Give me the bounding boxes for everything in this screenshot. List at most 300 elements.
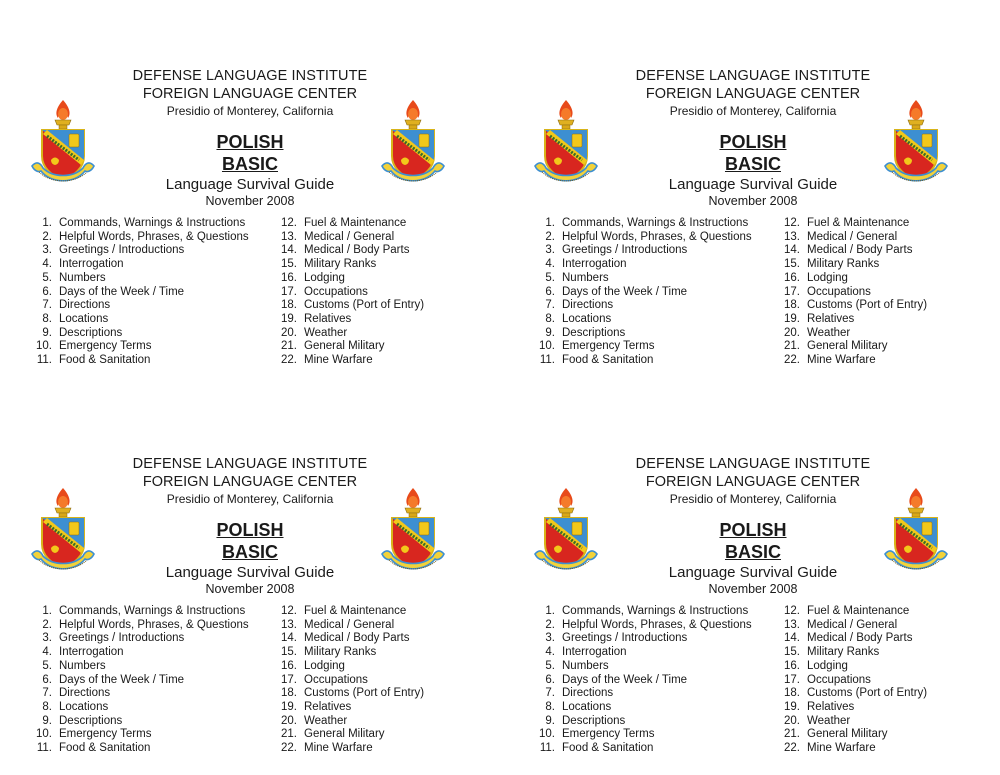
toc-item-title: Relatives bbox=[807, 700, 855, 713]
guide-cover-card-top-right bbox=[523, 62, 983, 382]
toc-item-number: 8. bbox=[545, 312, 555, 325]
toc-item-number: 15. bbox=[784, 258, 800, 271]
toc-item bbox=[277, 244, 424, 258]
toc-item-title: Directions bbox=[59, 687, 111, 700]
toc-item-title: Medical / General bbox=[304, 230, 395, 243]
toc-item bbox=[780, 354, 927, 368]
toc-item-title: Locations bbox=[562, 700, 612, 713]
toc-item-title: Greetings / Introductions bbox=[59, 632, 185, 645]
guide-title: Language Survival Guide bbox=[165, 564, 335, 581]
toc-item bbox=[30, 687, 249, 701]
toc-item bbox=[30, 244, 249, 258]
toc-item-title: Medical / Body Parts bbox=[807, 244, 913, 257]
toc-item-title: Relatives bbox=[807, 312, 855, 325]
toc-item-title: Medical / Body Parts bbox=[304, 632, 410, 645]
toc-item-number: 11. bbox=[539, 354, 555, 367]
toc-item bbox=[533, 244, 752, 258]
toc-right-column bbox=[780, 217, 927, 368]
toc-item bbox=[533, 286, 752, 300]
dli-crest-icon bbox=[379, 98, 447, 192]
toc-item-title: General Military bbox=[304, 340, 385, 353]
toc-item-number: 15. bbox=[281, 646, 297, 659]
toc-item-number: 14. bbox=[281, 632, 297, 645]
toc-item-title: Locations bbox=[562, 312, 612, 325]
toc-item bbox=[30, 340, 249, 354]
toc-item bbox=[533, 632, 752, 646]
toc-item bbox=[780, 687, 927, 701]
toc-item-number: 8. bbox=[42, 312, 52, 325]
toc-item-title: Lodging bbox=[304, 271, 345, 284]
publication-date: November 2008 bbox=[708, 582, 798, 596]
toc-item-number: 4. bbox=[545, 258, 555, 271]
toc-item bbox=[30, 715, 249, 729]
toc-item-title: Customs (Port of Entry) bbox=[807, 687, 928, 700]
toc-item-number: 9. bbox=[42, 714, 52, 727]
toc-left-column bbox=[533, 605, 752, 756]
toc-item-number: 16. bbox=[281, 659, 297, 672]
publication-date: November 2008 bbox=[205, 582, 295, 596]
toc-item-number: 8. bbox=[42, 700, 52, 713]
toc-item-title: Numbers bbox=[59, 659, 106, 672]
level-title: BASIC bbox=[221, 154, 278, 174]
toc-item-title: Helpful Words, Phrases, & Questions bbox=[59, 618, 249, 631]
toc-item-title: Food & Sanitation bbox=[59, 354, 151, 367]
center-name: FOREIGN LANGUAGE CENTER bbox=[142, 86, 358, 102]
toc-item-number: 6. bbox=[545, 285, 555, 298]
toc-item bbox=[780, 313, 927, 327]
toc-item bbox=[30, 272, 249, 286]
toc-item bbox=[30, 217, 249, 231]
toc-item-title: Mine Warfare bbox=[807, 742, 876, 755]
toc-item-title: Relatives bbox=[304, 312, 352, 325]
toc-item bbox=[533, 687, 752, 701]
toc-item bbox=[277, 674, 424, 688]
toc-item bbox=[277, 728, 424, 742]
toc-item-title: Lodging bbox=[807, 659, 848, 672]
toc-item-number: 21. bbox=[281, 728, 297, 741]
toc-item bbox=[277, 231, 424, 245]
language-title: POLISH bbox=[216, 132, 284, 152]
toc-item-title: Fuel & Maintenance bbox=[304, 217, 407, 229]
toc-item-number: 4. bbox=[545, 646, 555, 659]
toc-item-number: 12. bbox=[784, 217, 800, 229]
toc-item-number: 12. bbox=[281, 217, 297, 229]
toc-item bbox=[30, 327, 249, 341]
toc-item-number: 20. bbox=[784, 326, 800, 339]
toc-item bbox=[780, 299, 927, 313]
toc-item-number: 13. bbox=[281, 230, 297, 243]
toc-item bbox=[30, 632, 249, 646]
toc-item-number: 18. bbox=[784, 299, 800, 312]
toc-item-title: Mine Warfare bbox=[304, 354, 373, 367]
toc-item bbox=[277, 687, 424, 701]
toc-item-title: Food & Sanitation bbox=[562, 354, 654, 367]
toc-item bbox=[277, 701, 424, 715]
toc-item-title: Emergency Terms bbox=[562, 340, 655, 353]
toc-item-title: Commands, Warnings & Instructions bbox=[562, 217, 749, 229]
toc-item-number: 20. bbox=[281, 326, 297, 339]
toc-item-number: 1. bbox=[42, 217, 52, 229]
toc-item-number: 10. bbox=[539, 340, 555, 353]
location: Presidio of Monterey, California bbox=[166, 104, 334, 118]
dli-crest-icon bbox=[882, 486, 950, 580]
toc-item bbox=[780, 327, 927, 341]
toc-item-number: 4. bbox=[42, 258, 52, 271]
toc-item-number: 5. bbox=[42, 659, 52, 672]
center-name: FOREIGN LANGUAGE CENTER bbox=[645, 474, 861, 490]
toc-item bbox=[780, 660, 927, 674]
toc-item-number: 18. bbox=[281, 299, 297, 312]
toc-item-number: 1. bbox=[42, 605, 52, 617]
toc-item-number: 7. bbox=[545, 299, 555, 312]
institute-name: DEFENSE LANGUAGE INSTITUTE bbox=[635, 68, 871, 84]
toc-item bbox=[277, 313, 424, 327]
toc-item-title: Fuel & Maintenance bbox=[304, 605, 407, 617]
toc-item-title: Food & Sanitation bbox=[59, 742, 151, 755]
toc-item bbox=[277, 299, 424, 313]
toc-item bbox=[533, 660, 752, 674]
toc-item-title: Weather bbox=[304, 714, 348, 727]
toc-item bbox=[277, 217, 424, 231]
dli-crest-icon bbox=[29, 486, 97, 580]
toc-item-number: 13. bbox=[281, 618, 297, 631]
toc-item-number: 15. bbox=[281, 258, 297, 271]
toc-item-number: 2. bbox=[42, 230, 52, 243]
toc-item bbox=[277, 605, 424, 619]
toc-item-number: 7. bbox=[42, 299, 52, 312]
toc-item-title: Directions bbox=[562, 299, 614, 312]
toc-item bbox=[277, 646, 424, 660]
guide-cover-card-top-left bbox=[20, 62, 480, 382]
toc-item bbox=[277, 632, 424, 646]
toc-item bbox=[780, 728, 927, 742]
toc-item-number: 6. bbox=[42, 673, 52, 686]
toc-item-number: 10. bbox=[36, 728, 52, 741]
toc-item-number: 15. bbox=[784, 646, 800, 659]
toc-item-title: Locations bbox=[59, 700, 109, 713]
toc-item-number: 14. bbox=[784, 632, 800, 645]
toc-item bbox=[780, 340, 927, 354]
toc-item-number: 1. bbox=[545, 217, 555, 229]
guide-cover-card-bottom-left bbox=[20, 450, 480, 770]
toc-item-title: Relatives bbox=[304, 700, 352, 713]
toc-item-number: 7. bbox=[42, 687, 52, 700]
toc-item bbox=[533, 231, 752, 245]
toc-item bbox=[277, 258, 424, 272]
guide-title: Language Survival Guide bbox=[668, 176, 838, 193]
toc-item-title: Interrogation bbox=[562, 646, 627, 659]
toc-item-title: Locations bbox=[59, 312, 109, 325]
toc-item-title: Medical / General bbox=[304, 618, 395, 631]
toc-item bbox=[533, 313, 752, 327]
toc-item-title: Days of the Week / Time bbox=[562, 673, 688, 686]
toc-item-number: 19. bbox=[784, 700, 800, 713]
toc-item-title: Occupations bbox=[807, 285, 871, 298]
toc-item-title: Customs (Port of Entry) bbox=[304, 687, 425, 700]
toc-item-title: Military Ranks bbox=[304, 258, 377, 271]
toc-item bbox=[30, 605, 249, 619]
toc-item-number: 6. bbox=[42, 285, 52, 298]
institute-name: DEFENSE LANGUAGE INSTITUTE bbox=[132, 68, 368, 84]
toc-item-number: 3. bbox=[545, 632, 555, 645]
toc-item bbox=[533, 605, 752, 619]
toc-item bbox=[533, 354, 752, 368]
toc-left-column bbox=[533, 217, 752, 368]
toc-item-number: 5. bbox=[42, 271, 52, 284]
toc-item bbox=[780, 244, 927, 258]
level-title: BASIC bbox=[724, 154, 781, 174]
language-title: POLISH bbox=[719, 132, 787, 152]
toc-item bbox=[277, 272, 424, 286]
toc-item-title: Commands, Warnings & Instructions bbox=[562, 605, 749, 617]
toc-item-title: Descriptions bbox=[562, 714, 626, 727]
toc-item-number: 3. bbox=[42, 632, 52, 645]
level-title: BASIC bbox=[221, 542, 278, 562]
toc-item-number: 2. bbox=[545, 618, 555, 631]
toc-item bbox=[780, 231, 927, 245]
dli-crest-icon bbox=[532, 98, 600, 192]
toc-item bbox=[30, 231, 249, 245]
toc-item-number: 11. bbox=[36, 742, 52, 755]
dli-crest-icon bbox=[532, 486, 600, 580]
toc-item bbox=[30, 354, 249, 368]
toc-item bbox=[780, 632, 927, 646]
location: Presidio of Monterey, California bbox=[669, 492, 837, 506]
toc-item-number: 4. bbox=[42, 646, 52, 659]
toc-item-number: 13. bbox=[784, 618, 800, 631]
toc-item-number: 17. bbox=[784, 673, 800, 686]
toc-item bbox=[277, 660, 424, 674]
toc-item bbox=[533, 258, 752, 272]
toc-item bbox=[30, 660, 249, 674]
toc-item-title: Lodging bbox=[807, 271, 848, 284]
language-title: POLISH bbox=[216, 520, 284, 540]
center-name: FOREIGN LANGUAGE CENTER bbox=[142, 474, 358, 490]
toc-item-number: 22. bbox=[281, 354, 297, 367]
institute-name: DEFENSE LANGUAGE INSTITUTE bbox=[635, 456, 871, 472]
toc-item-title: Emergency Terms bbox=[562, 728, 655, 741]
toc-item bbox=[533, 715, 752, 729]
toc-item-number: 22. bbox=[784, 742, 800, 755]
toc-item-number: 2. bbox=[42, 618, 52, 631]
toc-item-number: 3. bbox=[42, 244, 52, 257]
toc-item bbox=[30, 701, 249, 715]
toc-item-title: Fuel & Maintenance bbox=[807, 217, 910, 229]
guide-title: Language Survival Guide bbox=[668, 564, 838, 581]
toc-item-number: 20. bbox=[784, 714, 800, 727]
toc-item bbox=[780, 286, 927, 300]
toc-item bbox=[533, 646, 752, 660]
toc-item-title: Directions bbox=[59, 299, 111, 312]
toc-item-number: 5. bbox=[545, 659, 555, 672]
toc-item bbox=[277, 742, 424, 756]
toc-item bbox=[533, 327, 752, 341]
toc-item-title: Commands, Warnings & Instructions bbox=[59, 217, 246, 229]
toc-item-title: Weather bbox=[807, 326, 851, 339]
toc-item-number: 9. bbox=[545, 714, 555, 727]
toc-item bbox=[533, 217, 752, 231]
toc-item-title: Food & Sanitation bbox=[562, 742, 654, 755]
toc-item bbox=[277, 340, 424, 354]
toc-left-column bbox=[30, 605, 249, 756]
toc-item bbox=[533, 742, 752, 756]
toc-item-title: Interrogation bbox=[562, 258, 627, 271]
toc-item-title: Occupations bbox=[807, 673, 871, 686]
toc-item-number: 13. bbox=[784, 230, 800, 243]
dli-crest-icon bbox=[882, 98, 950, 192]
toc-item bbox=[533, 619, 752, 633]
toc-item-number: 22. bbox=[281, 742, 297, 755]
toc-item-number: 9. bbox=[42, 326, 52, 339]
toc-item-title: Customs (Port of Entry) bbox=[807, 299, 928, 312]
toc-item-title: Greetings / Introductions bbox=[562, 244, 688, 257]
toc-item-number: 6. bbox=[545, 673, 555, 686]
toc-left-column bbox=[30, 217, 249, 368]
toc-item bbox=[30, 299, 249, 313]
toc-item bbox=[30, 258, 249, 272]
toc-item-title: Greetings / Introductions bbox=[562, 632, 688, 645]
toc-item-number: 17. bbox=[784, 285, 800, 298]
toc-item bbox=[30, 646, 249, 660]
toc-item-title: Military Ranks bbox=[304, 646, 377, 659]
toc-item bbox=[533, 340, 752, 354]
toc-item-number: 16. bbox=[784, 271, 800, 284]
publication-date: November 2008 bbox=[708, 194, 798, 208]
institute-name: DEFENSE LANGUAGE INSTITUTE bbox=[132, 456, 368, 472]
toc-item bbox=[277, 619, 424, 633]
toc-item bbox=[30, 728, 249, 742]
toc-item-number: 8. bbox=[545, 700, 555, 713]
toc-item-number: 14. bbox=[281, 244, 297, 257]
toc-item-title: Occupations bbox=[304, 673, 368, 686]
toc-item-title: Weather bbox=[807, 714, 851, 727]
toc-item-title: Helpful Words, Phrases, & Questions bbox=[562, 618, 752, 631]
toc-item-title: Medical / General bbox=[807, 230, 898, 243]
toc-item-number: 5. bbox=[545, 271, 555, 284]
toc-item bbox=[277, 715, 424, 729]
guide-cover-card-bottom-right bbox=[523, 450, 983, 770]
toc-item-number: 21. bbox=[281, 340, 297, 353]
toc-item-number: 3. bbox=[545, 244, 555, 257]
toc-item bbox=[780, 646, 927, 660]
toc-item-title: Mine Warfare bbox=[807, 354, 876, 367]
toc-item-title: Medical / Body Parts bbox=[807, 632, 913, 645]
toc-item-title: Customs (Port of Entry) bbox=[304, 299, 425, 312]
center-name: FOREIGN LANGUAGE CENTER bbox=[645, 86, 861, 102]
toc-item-title: Helpful Words, Phrases, & Questions bbox=[59, 230, 249, 243]
toc-item-number: 16. bbox=[281, 271, 297, 284]
publication-date: November 2008 bbox=[205, 194, 295, 208]
toc-item-number: 18. bbox=[784, 687, 800, 700]
toc-item-title: Commands, Warnings & Instructions bbox=[59, 605, 246, 617]
toc-item-number: 19. bbox=[281, 312, 297, 325]
toc-item-title: General Military bbox=[807, 728, 888, 741]
toc-item-number: 11. bbox=[36, 354, 52, 367]
toc-item-title: Emergency Terms bbox=[59, 728, 152, 741]
toc-item-title: Lodging bbox=[304, 659, 345, 672]
toc-item-number: 1. bbox=[545, 605, 555, 617]
toc-item-title: Greetings / Introductions bbox=[59, 244, 185, 257]
toc-item-number: 14. bbox=[784, 244, 800, 257]
toc-item-number: 20. bbox=[281, 714, 297, 727]
toc-item bbox=[780, 701, 927, 715]
toc-item bbox=[533, 272, 752, 286]
toc-item-number: 12. bbox=[784, 605, 800, 617]
toc-item-title: Medical / Body Parts bbox=[304, 244, 410, 257]
toc-item-number: 21. bbox=[784, 728, 800, 741]
toc-item-number: 19. bbox=[281, 700, 297, 713]
toc-item bbox=[780, 272, 927, 286]
toc-item bbox=[30, 313, 249, 327]
toc-item bbox=[277, 286, 424, 300]
toc-item-number: 10. bbox=[539, 728, 555, 741]
toc-item-title: Interrogation bbox=[59, 646, 124, 659]
toc-item bbox=[30, 742, 249, 756]
toc-item-title: Medical / General bbox=[807, 618, 898, 631]
toc-item-title: Days of the Week / Time bbox=[59, 673, 185, 686]
toc-item bbox=[780, 674, 927, 688]
toc-item-number: 18. bbox=[281, 687, 297, 700]
toc-item-number: 10. bbox=[36, 340, 52, 353]
toc-item-title: Interrogation bbox=[59, 258, 124, 271]
toc-item-title: Numbers bbox=[562, 271, 609, 284]
toc-item bbox=[780, 742, 927, 756]
language-title: POLISH bbox=[719, 520, 787, 540]
toc-item-title: Weather bbox=[304, 326, 348, 339]
toc-item bbox=[533, 701, 752, 715]
toc-item-title: Directions bbox=[562, 687, 614, 700]
toc-item-number: 11. bbox=[539, 742, 555, 755]
toc-item bbox=[780, 619, 927, 633]
toc-item bbox=[30, 674, 249, 688]
toc-item-number: 19. bbox=[784, 312, 800, 325]
toc-item-title: Military Ranks bbox=[807, 258, 880, 271]
toc-item-title: Fuel & Maintenance bbox=[807, 605, 910, 617]
toc-item-title: Numbers bbox=[562, 659, 609, 672]
toc-item-title: Descriptions bbox=[59, 714, 123, 727]
guide-title: Language Survival Guide bbox=[165, 176, 335, 193]
toc-item-title: Days of the Week / Time bbox=[59, 285, 185, 298]
toc-item-number: 22. bbox=[784, 354, 800, 367]
level-title: BASIC bbox=[724, 542, 781, 562]
toc-item-title: Helpful Words, Phrases, & Questions bbox=[562, 230, 752, 243]
toc-item bbox=[533, 674, 752, 688]
toc-item bbox=[30, 619, 249, 633]
toc-item-number: 2. bbox=[545, 230, 555, 243]
toc-item-title: Military Ranks bbox=[807, 646, 880, 659]
toc-item-number: 21. bbox=[784, 340, 800, 353]
toc-item-number: 12. bbox=[281, 605, 297, 617]
toc-item-title: Numbers bbox=[59, 271, 106, 284]
toc-item-number: 9. bbox=[545, 326, 555, 339]
toc-item bbox=[780, 258, 927, 272]
toc-item-number: 16. bbox=[784, 659, 800, 672]
location: Presidio of Monterey, California bbox=[669, 104, 837, 118]
toc-right-column bbox=[780, 605, 927, 756]
toc-right-column bbox=[277, 605, 424, 756]
toc-item bbox=[277, 327, 424, 341]
toc-item-title: Descriptions bbox=[562, 326, 626, 339]
toc-item bbox=[277, 354, 424, 368]
toc-item-title: General Military bbox=[807, 340, 888, 353]
toc-item bbox=[533, 299, 752, 313]
toc-item bbox=[780, 715, 927, 729]
toc-item-title: General Military bbox=[304, 728, 385, 741]
toc-item-title: Emergency Terms bbox=[59, 340, 152, 353]
toc-item-number: 17. bbox=[281, 673, 297, 686]
toc-item-number: 17. bbox=[281, 285, 297, 298]
toc-item-title: Occupations bbox=[304, 285, 368, 298]
